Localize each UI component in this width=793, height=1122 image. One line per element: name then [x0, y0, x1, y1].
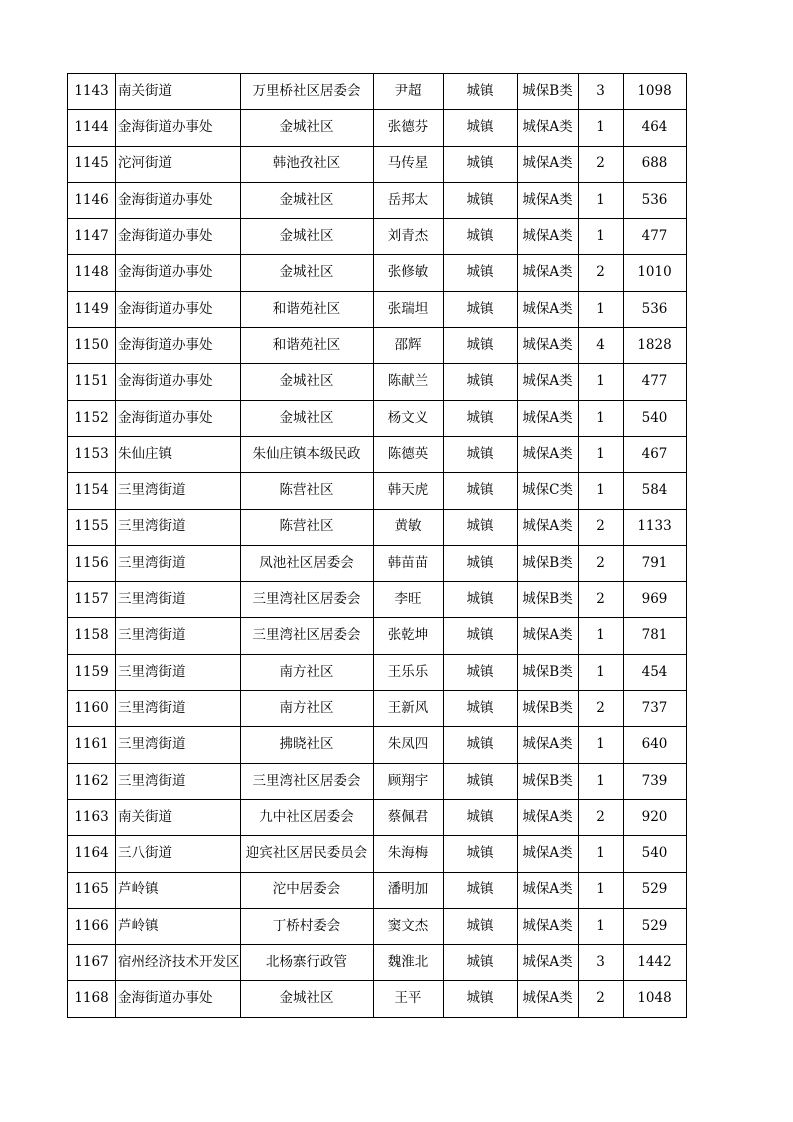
row-id-cell: 1165 — [68, 872, 116, 908]
amount-cell: 791 — [623, 545, 686, 581]
name-cell: 刘青杰 — [373, 219, 443, 255]
area-type-cell: 城镇 — [443, 618, 517, 654]
category-cell: 城保A类 — [517, 182, 578, 218]
name-cell: 潘明加 — [373, 872, 443, 908]
area-type-cell: 城镇 — [443, 473, 517, 509]
data-table — [67, 73, 687, 1018]
household-count-cell: 1 — [578, 364, 623, 400]
row-id-cell: 1143 — [68, 74, 116, 110]
table-row — [68, 691, 687, 727]
table-row — [68, 545, 687, 581]
street-cell: 南关街道 — [116, 74, 241, 110]
community-cell: 南方社区 — [240, 654, 373, 690]
table-row — [68, 364, 687, 400]
name-cell: 马传星 — [373, 146, 443, 182]
category-cell: 城保A类 — [517, 509, 578, 545]
area-type-cell: 城镇 — [443, 255, 517, 291]
table-row — [68, 473, 687, 509]
row-id-cell: 1154 — [68, 473, 116, 509]
name-cell: 李旺 — [373, 582, 443, 618]
amount-cell: 1442 — [623, 945, 686, 981]
table-row — [68, 219, 687, 255]
table-row — [68, 654, 687, 690]
name-cell: 窦文杰 — [373, 908, 443, 944]
table-row — [68, 981, 687, 1017]
row-id-cell: 1157 — [68, 582, 116, 618]
table-body — [68, 74, 687, 1018]
household-count-cell: 2 — [578, 981, 623, 1017]
amount-cell: 477 — [623, 219, 686, 255]
category-cell: 城保B类 — [517, 691, 578, 727]
table-row — [68, 836, 687, 872]
area-type-cell: 城镇 — [443, 364, 517, 400]
area-type-cell: 城镇 — [443, 182, 517, 218]
community-cell: 金城社区 — [240, 364, 373, 400]
name-cell: 韩天虎 — [373, 473, 443, 509]
street-cell: 金海街道办事处 — [116, 110, 241, 146]
household-count-cell: 4 — [578, 328, 623, 364]
category-cell: 城保A类 — [517, 908, 578, 944]
household-count-cell: 1 — [578, 618, 623, 654]
household-count-cell: 1 — [578, 908, 623, 944]
street-cell: 三里湾街道 — [116, 691, 241, 727]
category-cell: 城保A类 — [517, 328, 578, 364]
community-cell: 万里桥社区居委会 — [240, 74, 373, 110]
name-cell: 蔡佩君 — [373, 799, 443, 835]
household-count-cell: 1 — [578, 291, 623, 327]
category-cell: 城保A类 — [517, 981, 578, 1017]
amount-cell: 540 — [623, 836, 686, 872]
amount-cell: 737 — [623, 691, 686, 727]
community-cell: 三里湾社区居委会 — [240, 618, 373, 654]
amount-cell: 529 — [623, 908, 686, 944]
row-id-cell: 1144 — [68, 110, 116, 146]
name-cell: 韩苗苗 — [373, 545, 443, 581]
community-cell: 金城社区 — [240, 110, 373, 146]
amount-cell: 529 — [623, 872, 686, 908]
name-cell: 张瑞坦 — [373, 291, 443, 327]
table-row — [68, 291, 687, 327]
table-row — [68, 110, 687, 146]
name-cell: 朱凤四 — [373, 727, 443, 763]
row-id-cell: 1158 — [68, 618, 116, 654]
name-cell: 王乐乐 — [373, 654, 443, 690]
amount-cell: 1133 — [623, 509, 686, 545]
row-id-cell: 1163 — [68, 799, 116, 835]
area-type-cell: 城镇 — [443, 908, 517, 944]
row-id-cell: 1149 — [68, 291, 116, 327]
community-cell: 韩池孜社区 — [240, 146, 373, 182]
household-count-cell: 1 — [578, 473, 623, 509]
table-row — [68, 509, 687, 545]
name-cell: 张乾坤 — [373, 618, 443, 654]
name-cell: 岳邦太 — [373, 182, 443, 218]
amount-cell: 540 — [623, 400, 686, 436]
table-row — [68, 582, 687, 618]
street-cell: 三里湾街道 — [116, 654, 241, 690]
community-cell: 北杨寨行政管 — [240, 945, 373, 981]
row-id-cell: 1168 — [68, 981, 116, 1017]
category-cell: 城保A类 — [517, 872, 578, 908]
community-cell: 陈营社区 — [240, 509, 373, 545]
area-type-cell: 城镇 — [443, 799, 517, 835]
category-cell: 城保A类 — [517, 436, 578, 472]
community-cell: 和谐苑社区 — [240, 291, 373, 327]
household-count-cell: 1 — [578, 219, 623, 255]
amount-cell: 920 — [623, 799, 686, 835]
household-count-cell: 1 — [578, 727, 623, 763]
category-cell: 城保A类 — [517, 291, 578, 327]
table-row — [68, 872, 687, 908]
amount-cell: 739 — [623, 763, 686, 799]
category-cell: 城保C类 — [517, 473, 578, 509]
area-type-cell: 城镇 — [443, 727, 517, 763]
household-count-cell: 1 — [578, 182, 623, 218]
street-cell: 金海街道办事处 — [116, 219, 241, 255]
street-cell: 金海街道办事处 — [116, 328, 241, 364]
category-cell: 城保B类 — [517, 763, 578, 799]
row-id-cell: 1145 — [68, 146, 116, 182]
amount-cell: 464 — [623, 110, 686, 146]
street-cell: 三八街道 — [116, 836, 241, 872]
row-id-cell: 1159 — [68, 654, 116, 690]
amount-cell: 1010 — [623, 255, 686, 291]
row-id-cell: 1153 — [68, 436, 116, 472]
household-count-cell: 2 — [578, 509, 623, 545]
street-cell: 芦岭镇 — [116, 872, 241, 908]
category-cell: 城保A类 — [517, 110, 578, 146]
area-type-cell: 城镇 — [443, 436, 517, 472]
community-cell: 陈营社区 — [240, 473, 373, 509]
amount-cell: 640 — [623, 727, 686, 763]
name-cell: 陈德英 — [373, 436, 443, 472]
category-cell: 城保A类 — [517, 727, 578, 763]
community-cell: 拂晓社区 — [240, 727, 373, 763]
amount-cell: 688 — [623, 146, 686, 182]
name-cell: 魏淮北 — [373, 945, 443, 981]
amount-cell: 536 — [623, 182, 686, 218]
community-cell: 九中社区居委会 — [240, 799, 373, 835]
household-count-cell: 2 — [578, 545, 623, 581]
table-row — [68, 436, 687, 472]
name-cell: 王平 — [373, 981, 443, 1017]
community-cell: 沱中居委会 — [240, 872, 373, 908]
row-id-cell: 1147 — [68, 219, 116, 255]
table-row — [68, 727, 687, 763]
row-id-cell: 1148 — [68, 255, 116, 291]
street-cell: 三里湾街道 — [116, 763, 241, 799]
name-cell: 张德芬 — [373, 110, 443, 146]
community-cell: 南方社区 — [240, 691, 373, 727]
street-cell: 朱仙庄镇 — [116, 436, 241, 472]
community-cell: 金城社区 — [240, 981, 373, 1017]
street-cell: 金海街道办事处 — [116, 291, 241, 327]
area-type-cell: 城镇 — [443, 400, 517, 436]
community-cell: 金城社区 — [240, 400, 373, 436]
area-type-cell: 城镇 — [443, 582, 517, 618]
name-cell: 邵辉 — [373, 328, 443, 364]
street-cell: 三里湾街道 — [116, 473, 241, 509]
row-id-cell: 1150 — [68, 328, 116, 364]
area-type-cell: 城镇 — [443, 945, 517, 981]
amount-cell: 1828 — [623, 328, 686, 364]
area-type-cell: 城镇 — [443, 291, 517, 327]
row-id-cell: 1162 — [68, 763, 116, 799]
row-id-cell: 1151 — [68, 364, 116, 400]
row-id-cell: 1152 — [68, 400, 116, 436]
category-cell: 城保A类 — [517, 618, 578, 654]
area-type-cell: 城镇 — [443, 509, 517, 545]
table-row — [68, 618, 687, 654]
table-row — [68, 255, 687, 291]
amount-cell: 454 — [623, 654, 686, 690]
area-type-cell: 城镇 — [443, 981, 517, 1017]
row-id-cell: 1160 — [68, 691, 116, 727]
table-row — [68, 799, 687, 835]
street-cell: 三里湾街道 — [116, 727, 241, 763]
amount-cell: 536 — [623, 291, 686, 327]
household-count-cell: 1 — [578, 400, 623, 436]
household-count-cell: 2 — [578, 691, 623, 727]
table-row — [68, 763, 687, 799]
community-cell: 三里湾社区居委会 — [240, 582, 373, 618]
household-count-cell: 1 — [578, 763, 623, 799]
street-cell: 金海街道办事处 — [116, 400, 241, 436]
household-count-cell: 2 — [578, 582, 623, 618]
category-cell: 城保A类 — [517, 400, 578, 436]
area-type-cell: 城镇 — [443, 763, 517, 799]
name-cell: 杨文义 — [373, 400, 443, 436]
household-count-cell: 1 — [578, 654, 623, 690]
community-cell: 三里湾社区居委会 — [240, 763, 373, 799]
area-type-cell: 城镇 — [443, 545, 517, 581]
community-cell: 凤池社区居委会 — [240, 545, 373, 581]
row-id-cell: 1156 — [68, 545, 116, 581]
name-cell: 陈献兰 — [373, 364, 443, 400]
category-cell: 城保A类 — [517, 146, 578, 182]
area-type-cell: 城镇 — [443, 872, 517, 908]
amount-cell: 477 — [623, 364, 686, 400]
name-cell: 张修敏 — [373, 255, 443, 291]
row-id-cell: 1155 — [68, 509, 116, 545]
community-cell: 迎宾社区居民委员会 — [240, 836, 373, 872]
household-count-cell: 1 — [578, 872, 623, 908]
household-count-cell: 2 — [578, 799, 623, 835]
household-count-cell: 1 — [578, 436, 623, 472]
community-cell: 金城社区 — [240, 182, 373, 218]
table-row — [68, 74, 687, 110]
name-cell: 尹超 — [373, 74, 443, 110]
name-cell: 朱海梅 — [373, 836, 443, 872]
area-type-cell: 城镇 — [443, 691, 517, 727]
street-cell: 金海街道办事处 — [116, 981, 241, 1017]
table-row — [68, 182, 687, 218]
household-count-cell: 3 — [578, 945, 623, 981]
row-id-cell: 1166 — [68, 908, 116, 944]
name-cell: 黄敏 — [373, 509, 443, 545]
street-cell: 宿州经济技术开发区 — [116, 945, 241, 981]
name-cell: 王新风 — [373, 691, 443, 727]
row-id-cell: 1146 — [68, 182, 116, 218]
table-row — [68, 146, 687, 182]
table-row — [68, 328, 687, 364]
amount-cell: 1048 — [623, 981, 686, 1017]
household-count-cell: 2 — [578, 255, 623, 291]
category-cell: 城保B类 — [517, 545, 578, 581]
category-cell: 城保A类 — [517, 799, 578, 835]
street-cell: 三里湾街道 — [116, 582, 241, 618]
area-type-cell: 城镇 — [443, 219, 517, 255]
street-cell: 芦岭镇 — [116, 908, 241, 944]
street-cell: 三里湾街道 — [116, 509, 241, 545]
row-id-cell: 1161 — [68, 727, 116, 763]
area-type-cell: 城镇 — [443, 110, 517, 146]
community-cell: 丁桥村委会 — [240, 908, 373, 944]
table-row — [68, 400, 687, 436]
area-type-cell: 城镇 — [443, 74, 517, 110]
community-cell: 和谐苑社区 — [240, 328, 373, 364]
street-cell: 金海街道办事处 — [116, 182, 241, 218]
category-cell: 城保A类 — [517, 836, 578, 872]
area-type-cell: 城镇 — [443, 328, 517, 364]
area-type-cell: 城镇 — [443, 146, 517, 182]
amount-cell: 584 — [623, 473, 686, 509]
category-cell: 城保A类 — [517, 945, 578, 981]
category-cell: 城保A类 — [517, 255, 578, 291]
row-id-cell: 1167 — [68, 945, 116, 981]
household-count-cell: 2 — [578, 146, 623, 182]
amount-cell: 467 — [623, 436, 686, 472]
category-cell: 城保B类 — [517, 74, 578, 110]
street-cell: 沱河街道 — [116, 146, 241, 182]
street-cell: 南关街道 — [116, 799, 241, 835]
category-cell: 城保B类 — [517, 654, 578, 690]
household-count-cell: 1 — [578, 110, 623, 146]
table-row — [68, 908, 687, 944]
street-cell: 金海街道办事处 — [116, 255, 241, 291]
amount-cell: 969 — [623, 582, 686, 618]
street-cell: 金海街道办事处 — [116, 364, 241, 400]
row-id-cell: 1164 — [68, 836, 116, 872]
name-cell: 顾翔宇 — [373, 763, 443, 799]
table-row — [68, 945, 687, 981]
category-cell: 城保B类 — [517, 582, 578, 618]
street-cell: 三里湾街道 — [116, 618, 241, 654]
category-cell: 城保A类 — [517, 219, 578, 255]
community-cell: 金城社区 — [240, 255, 373, 291]
household-count-cell: 3 — [578, 74, 623, 110]
amount-cell: 781 — [623, 618, 686, 654]
category-cell: 城保A类 — [517, 364, 578, 400]
community-cell: 金城社区 — [240, 219, 373, 255]
community-cell: 朱仙庄镇本级民政 — [240, 436, 373, 472]
street-cell: 三里湾街道 — [116, 545, 241, 581]
area-type-cell: 城镇 — [443, 836, 517, 872]
amount-cell: 1098 — [623, 74, 686, 110]
household-count-cell: 1 — [578, 836, 623, 872]
area-type-cell: 城镇 — [443, 654, 517, 690]
